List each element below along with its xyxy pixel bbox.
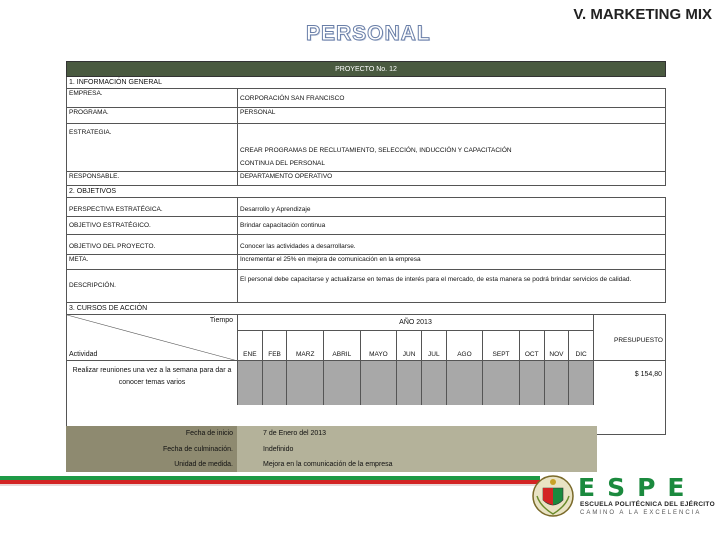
table-row (67, 235, 666, 255)
month-cell: JUN (397, 331, 422, 360)
month-cell: JUL (422, 331, 447, 360)
row-label: DESCRIPCIÓN. (67, 270, 238, 303)
timeline-cell (238, 361, 263, 405)
month-cell: MAYO (361, 331, 398, 360)
row-value: CREAR PROGRAMAS DE RECLUTAMIENTO, SELECCIÓN, INDUCCIÓN Y CAPACITACIÓN CONTINUA DEL PERSONAL (238, 124, 666, 172)
month-cell: FEB (263, 331, 288, 360)
general-info-table (66, 88, 666, 186)
timeline-cell (324, 361, 361, 405)
section-objectives-heading: 2. OBJETIVOS (66, 186, 666, 197)
table-row (67, 198, 666, 217)
project-details (66, 426, 666, 472)
detail-row (66, 427, 666, 441)
budget-header: PRESUPUESTO (593, 315, 665, 361)
month-cell: OCT (520, 331, 545, 360)
row-value: Conocer las actividades a desarrollarse. (238, 235, 666, 255)
slide-subtitle: PERSONAL (306, 22, 431, 45)
row-value: Brindar capacitación continua (238, 217, 666, 235)
row-value: PERSONAL (238, 108, 666, 124)
row-label: OBJETIVO DEL PROYECTO. (67, 235, 238, 255)
timeline-cell (287, 361, 324, 405)
table-row (67, 217, 666, 235)
row-value: CORPORACIÓN SAN FRANCISCO (238, 89, 666, 108)
detail-value: Indefinido (263, 446, 294, 453)
row-value: El personal debe capacitarse y actualizarse en temas de interés para el mercado, de esta manera se podrá brindar servicios de calidad. (238, 270, 666, 303)
project-number-bar: PROYECTO No. 12 (66, 61, 666, 77)
row-label: RESPONSABLE. (67, 172, 238, 186)
timeline-cell (545, 361, 570, 405)
timeline-cell (447, 361, 484, 405)
row-label: EMPRESA. (67, 89, 238, 108)
table-row (67, 172, 666, 186)
months-header (238, 331, 593, 361)
month-cell: AGO (447, 331, 484, 360)
detail-label: Fecha de culminación. (162, 446, 233, 453)
tiempo-label: Tiempo (209, 317, 233, 324)
table-row (67, 270, 666, 303)
project-sheet (66, 61, 666, 435)
month-cell: ENE (238, 331, 263, 360)
espe-logo (526, 470, 716, 520)
section-general-heading: 1. INFORMACIÓN GENERAL (66, 77, 666, 88)
row-value: DEPARTAMENTO OPERATIVO (238, 172, 666, 186)
detail-row (66, 443, 666, 457)
detail-value: Mejora en la comunicación de la empresa (263, 461, 393, 468)
row-value: Incrementar el 25% en mejora de comunicación en la empresa (238, 255, 666, 270)
month-cell: MARZ (287, 331, 324, 360)
year-header: AÑO 2013 (238, 315, 593, 331)
timeline-cell (520, 361, 545, 405)
timeline-cell (483, 361, 520, 405)
timeline-cell (397, 361, 422, 405)
detail-label: Fecha de inicio (185, 430, 233, 437)
logo-institution-name: ESCUELA POLITÉCNICA DEL EJÉRCITO (580, 501, 715, 508)
timeline-cell (263, 361, 288, 405)
month-cell: NOV (545, 331, 570, 360)
table-row (67, 124, 666, 172)
row-label: OBJETIVO ESTRATÉGICO. (67, 217, 238, 235)
logo-wordmark: ESPE (578, 473, 697, 502)
section-courses-heading: 3. CURSOS DE ACCIÓN (66, 303, 666, 314)
objectives-table (66, 197, 666, 303)
timeline-cell (361, 361, 398, 405)
university-crest-icon (530, 472, 576, 520)
detail-label: Unidad de medida. (174, 461, 233, 468)
timeline-cell (422, 361, 447, 405)
schedule-corner-cell (67, 315, 238, 361)
slide-title: V. MARKETING MIX (573, 6, 712, 23)
row-label: ESTRATEGIA. (67, 124, 238, 172)
row-label: PERSPECTIVA ESTRATÉGICA. (67, 198, 238, 217)
month-cell: SEPT (483, 331, 520, 360)
actividad-label: Actividad (69, 351, 98, 358)
month-cell: ABRIL (324, 331, 361, 360)
detail-value: 7 de Enero del 2013 (263, 430, 327, 437)
schedule-table (66, 314, 666, 435)
decorative-stripe (0, 476, 540, 488)
activity-cell: Realizar reuniones una vez a la semana para dar a conocer temas varios (67, 361, 238, 405)
logo-motto: CAMINO A LA EXCELENCIA (580, 510, 702, 516)
activity-timeline (238, 361, 593, 405)
table-row (67, 255, 666, 270)
month-cell: DIC (575, 351, 587, 358)
table-row (67, 89, 666, 108)
budget-value: $ 154,80 (593, 361, 665, 405)
pink-stripe (0, 484, 540, 486)
row-label: PROGRAMA. (67, 108, 238, 124)
row-label: META. (67, 255, 238, 270)
timeline-cell (569, 361, 593, 405)
table-row (67, 108, 666, 124)
row-value: Desarrollo y Aprendizaje (238, 198, 666, 217)
